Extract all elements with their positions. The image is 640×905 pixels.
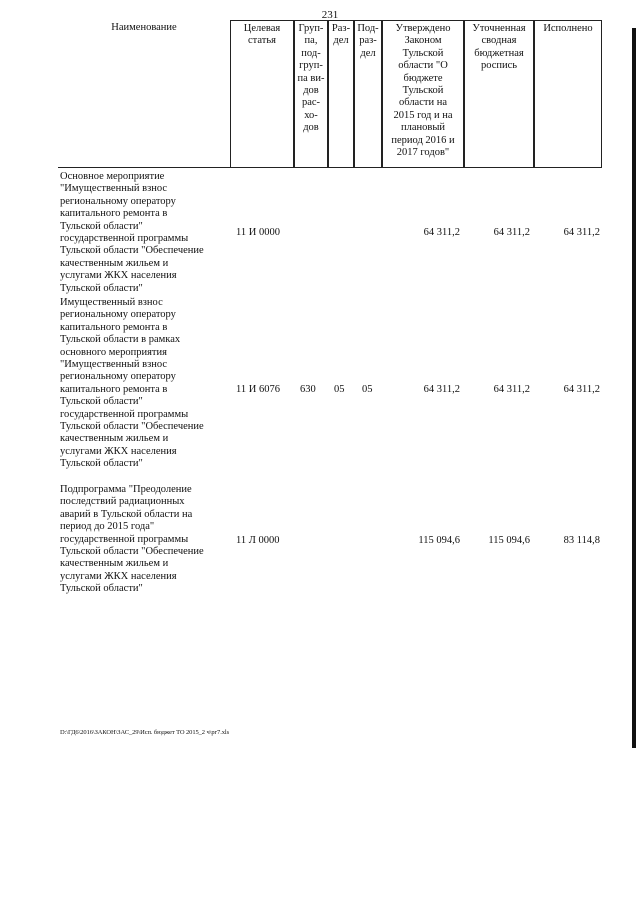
row-refined: 64 311,2 bbox=[493, 227, 530, 238]
header-approved: Утверждено Законом Тульской области "О бюджете Тульской области на 2015 год и на плановый период 2016 и 2017 годов" bbox=[382, 20, 464, 168]
row-refined: 115 094,6 bbox=[488, 535, 530, 546]
header-subsection: Под- раз- дел bbox=[354, 20, 382, 168]
row-approved: 64 311,2 bbox=[423, 227, 460, 238]
row-name: Имущественный взнос региональному оператору капитального ремонта в Тульской области в рамках основного мероприятия "Имущественный взнос региональному оператору капитального ремонта в Тульской области" государственной программы Тульской области "Обеспечение качественным жильем и услугами ЖКХ населения Тульской области" bbox=[60, 297, 204, 470]
page-number: 231 bbox=[321, 9, 339, 21]
row-executed: 83 114,8 bbox=[563, 535, 600, 546]
row-refined: 64 311,2 bbox=[493, 384, 530, 395]
row-subsection: 05 bbox=[362, 384, 373, 395]
row-expense-group: 630 bbox=[300, 384, 316, 395]
header-name: Наименование bbox=[58, 20, 230, 168]
header-refined: Уточненная сводная бюджетная роспись bbox=[464, 20, 534, 168]
footer-file-path: D:\ГД6\2016\ЗАКОН\ЗАС_29\Исп. бюджет ТО 2015_2 ч\рг7.xls bbox=[60, 729, 230, 736]
row-executed: 64 311,2 bbox=[563, 384, 600, 395]
row-target-article: 11 И 0000 bbox=[236, 227, 280, 238]
row-approved: 64 311,2 bbox=[423, 384, 460, 395]
row-executed: 64 311,2 bbox=[563, 227, 600, 238]
row-target-article: 11 И 6076 bbox=[236, 384, 280, 395]
scan-edge-bar bbox=[632, 28, 636, 748]
header-expense-group: Груп- па, под- груп- па ви- дов рас- хо- дов bbox=[294, 20, 328, 168]
row-name: Подпрограмма "Преодоление последствий радиационных аварий в Тульской области на период до 2015 года" государственной программы Тульской области "Обеспечение качественным жильем и услугами ЖКХ населения Тульской области" bbox=[60, 484, 204, 595]
row-approved: 115 094,6 bbox=[418, 535, 460, 546]
header-executed: Исполнено bbox=[534, 20, 602, 168]
header-section: Раз- дел bbox=[328, 20, 354, 168]
row-target-article: 11 Л 0000 bbox=[236, 535, 280, 546]
row-section: 05 bbox=[334, 384, 345, 395]
header-target-article: Целевая статья bbox=[230, 20, 294, 168]
row-name: Основное мероприятие "Имущественный взнос региональному оператору капитального ремонта в Тульской области" государственной программы Тульской области "Обеспечение качественным жильем и услугами ЖКХ населения Тульской области" bbox=[60, 171, 204, 294]
